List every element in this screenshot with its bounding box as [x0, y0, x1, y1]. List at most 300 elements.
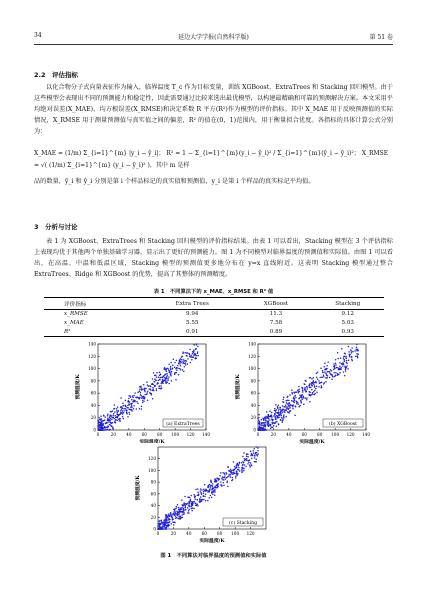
data-point: [246, 453, 248, 455]
data-point: [311, 378, 313, 380]
data-point: [239, 463, 241, 465]
data-point: [196, 355, 198, 357]
y-tick-label: 0: [153, 526, 156, 532]
data-point: [302, 390, 304, 392]
data-point: [184, 496, 186, 498]
data-point: [281, 409, 283, 411]
data-point: [166, 374, 168, 376]
data-point: [354, 350, 356, 352]
data-point: [233, 461, 235, 463]
header-rule: [34, 44, 393, 45]
data-point: [121, 406, 123, 408]
data-point: [181, 511, 183, 513]
data-point: [281, 410, 283, 412]
data-point: [204, 484, 206, 486]
data-point: [189, 349, 191, 351]
data-point: [136, 401, 138, 403]
data-point: [175, 507, 177, 509]
data-point: [266, 429, 268, 431]
data-point: [348, 346, 350, 348]
data-point: [251, 458, 253, 460]
table-row: [44, 328, 384, 337]
data-point: [133, 405, 135, 407]
data-point: [237, 469, 239, 471]
data-point: [211, 491, 213, 493]
data-point: [275, 419, 277, 421]
data-point: [210, 495, 212, 497]
data-point: [195, 357, 197, 359]
data-point: [283, 406, 285, 408]
data-point: [221, 478, 223, 480]
data-point: [250, 450, 252, 452]
data-point: [121, 408, 123, 410]
data-point: [178, 516, 180, 518]
data-point: [312, 393, 314, 395]
data-point: [232, 477, 234, 479]
data-point: [188, 353, 190, 355]
data-point: [196, 344, 198, 346]
data-point: [326, 374, 328, 376]
data-point: [109, 429, 111, 431]
data-point: [210, 485, 212, 487]
data-point: [226, 480, 228, 482]
data-point: [212, 494, 214, 496]
data-point: [316, 385, 318, 387]
data-point: [328, 371, 330, 373]
data-point: [123, 412, 125, 414]
data-point: [166, 373, 168, 375]
data-point: [160, 385, 162, 387]
x-tick-label: 60: [201, 531, 207, 536]
data-point: [178, 514, 180, 516]
data-point: [108, 425, 110, 427]
data-point: [112, 417, 114, 419]
data-point: [298, 398, 300, 400]
data-point: [196, 499, 198, 501]
scatter-panel-extratrees: [70, 340, 210, 450]
data-point: [338, 369, 340, 371]
data-point: [320, 382, 322, 384]
journal-title: 延边大学学报(自然科学版): [178, 34, 249, 41]
data-point: [121, 412, 123, 414]
data-point: [156, 376, 158, 378]
data-point: [255, 461, 257, 463]
data-point: [140, 387, 142, 389]
data-point: [112, 415, 114, 417]
data-point: [263, 423, 265, 425]
data-point: [181, 356, 183, 358]
table-cell: 5.03: [341, 320, 354, 327]
data-point: [343, 364, 345, 366]
data-point: [317, 378, 319, 380]
data-point: [295, 406, 297, 408]
data-point: [119, 420, 121, 422]
x-tick-label: 140: [362, 432, 370, 437]
data-point: [325, 369, 327, 371]
data-point: [200, 490, 202, 492]
data-point: [164, 522, 166, 524]
data-point: [180, 515, 182, 517]
data-point: [344, 365, 346, 367]
page-number: 34: [34, 32, 42, 39]
data-point: [298, 403, 300, 405]
data-point: [143, 384, 145, 386]
data-point: [294, 415, 296, 417]
data-point: [302, 399, 304, 401]
data-point: [112, 427, 114, 429]
data-point: [261, 422, 263, 424]
data-point: [192, 501, 194, 503]
data-point: [234, 466, 236, 468]
data-point: [334, 368, 336, 370]
data-point: [180, 369, 182, 371]
data-point: [97, 423, 99, 425]
data-point: [157, 523, 159, 525]
data-point: [298, 386, 300, 388]
data-point: [172, 519, 174, 521]
data-point: [290, 405, 292, 407]
data-point: [214, 491, 216, 493]
data-point: [197, 488, 199, 490]
data-point: [263, 429, 265, 431]
section-3-body: [34, 236, 393, 280]
data-point: [252, 450, 254, 452]
data-point: [236, 467, 238, 469]
data-point: [164, 526, 166, 528]
data-point: [207, 491, 209, 493]
y-tick-label: 60: [250, 390, 256, 396]
data-point: [190, 500, 192, 502]
data-point: [311, 385, 313, 387]
data-point: [326, 368, 328, 370]
data-point: [187, 507, 189, 509]
data-point: [189, 506, 191, 508]
data-point: [312, 392, 314, 394]
data-point: [131, 403, 133, 405]
data-point: [191, 508, 193, 510]
data-point: [162, 525, 164, 527]
data-point: [296, 403, 298, 405]
data-point: [188, 496, 190, 498]
data-point: [208, 497, 210, 499]
x-tick-label: 40: [186, 531, 192, 536]
data-point: [195, 498, 197, 500]
data-point: [298, 392, 300, 394]
data-point: [197, 505, 199, 507]
data-point: [201, 489, 203, 491]
data-point: [141, 388, 143, 390]
x-tick-label: 120: [346, 432, 355, 437]
data-point: [305, 397, 307, 399]
data-point: [153, 372, 155, 374]
data-point: [217, 483, 219, 485]
data-point: [331, 370, 333, 372]
data-point: [188, 510, 190, 512]
section-2-2-body: [34, 82, 393, 137]
data-point: [164, 520, 166, 522]
data-point: [228, 474, 230, 476]
data-point: [230, 471, 232, 473]
data-point: [241, 468, 243, 470]
data-point: [209, 484, 211, 486]
data-point: [257, 447, 259, 449]
data-point: [174, 514, 176, 516]
x-tick-label: 80: [217, 531, 223, 536]
data-point: [146, 393, 148, 395]
data-point: [351, 356, 353, 358]
data-point: [166, 377, 168, 379]
data-point: [168, 364, 170, 366]
data-point: [139, 408, 141, 410]
data-point: [194, 353, 196, 355]
data-point: [136, 408, 138, 410]
data-point: [144, 390, 146, 392]
data-point: [227, 486, 229, 488]
data-point: [122, 416, 124, 418]
data-point: [129, 413, 131, 415]
data-point: [316, 373, 318, 375]
data-point: [166, 528, 168, 530]
data-point: [281, 417, 283, 419]
data-point: [127, 416, 129, 418]
data-point: [279, 414, 281, 416]
data-point: [302, 394, 304, 396]
data-point: [120, 406, 122, 408]
data-point: [327, 361, 329, 363]
data-point: [108, 429, 110, 431]
data-point: [150, 389, 152, 391]
data-point: [351, 358, 353, 360]
data-point: [262, 418, 264, 420]
data-point: [322, 370, 324, 372]
data-point: [321, 385, 323, 387]
data-point: [336, 367, 338, 369]
data-point: [293, 401, 295, 403]
data-point: [271, 418, 273, 420]
data-point: [139, 389, 141, 391]
data-point: [116, 419, 118, 421]
data-point: [203, 493, 205, 495]
data-point: [170, 372, 172, 374]
x-tick-label: 20: [110, 432, 117, 437]
data-point: [190, 354, 192, 356]
data-point: [159, 527, 161, 529]
data-point: [251, 454, 253, 456]
data-point: [118, 410, 120, 412]
data-point: [267, 423, 269, 425]
x-tick-label: 120: [246, 531, 255, 536]
data-point: [181, 507, 183, 509]
data-point: [107, 419, 109, 421]
y-tick-label: 80: [250, 378, 256, 384]
data-point: [173, 359, 175, 361]
data-point: [239, 470, 241, 472]
table-cell: 0.91: [144, 328, 240, 337]
data-point: [168, 523, 170, 525]
data-point: [268, 414, 270, 416]
data-point: [193, 508, 195, 510]
data-point: [278, 417, 280, 419]
data-point: [243, 462, 245, 464]
data-point: [265, 426, 267, 428]
data-point: [250, 464, 252, 466]
data-point: [158, 380, 160, 382]
data-point: [285, 400, 287, 402]
data-point: [178, 374, 180, 376]
data-point: [133, 395, 135, 397]
data-point: [142, 400, 144, 402]
section-title-2-2: 2.2 评估指标: [34, 71, 79, 79]
data-point: [329, 372, 331, 374]
data-point: [165, 373, 167, 375]
data-point: [220, 481, 222, 483]
data-point: [279, 412, 281, 414]
y-tick-label: 60: [90, 390, 96, 396]
data-point: [271, 412, 273, 414]
data-point: [265, 419, 267, 421]
data-point: [177, 517, 179, 519]
data-point: [357, 355, 359, 357]
data-point: [318, 386, 320, 388]
data-point: [168, 368, 170, 370]
data-point: [141, 406, 143, 408]
data-point: [174, 511, 176, 513]
data-point: [270, 425, 272, 427]
data-point: [338, 374, 340, 376]
data-point: [165, 514, 167, 516]
data-point: [205, 493, 207, 495]
data-point: [253, 452, 255, 454]
data-point: [343, 357, 345, 359]
data-point: [185, 364, 187, 366]
data-point: [303, 383, 305, 385]
data-point: [185, 507, 187, 509]
data-point: [161, 520, 163, 522]
data-point: [313, 391, 315, 393]
data-point: [299, 395, 301, 397]
data-point: [335, 364, 337, 366]
data-point: [343, 371, 345, 373]
data-point: [142, 389, 144, 391]
data-point: [235, 475, 237, 477]
data-point: [169, 519, 171, 521]
data-point: [249, 466, 251, 468]
y-tick-label: 100: [248, 366, 256, 372]
data-point: [156, 372, 158, 374]
data-point: [125, 400, 127, 402]
data-point: [194, 501, 196, 503]
data-point: [170, 367, 172, 369]
data-point: [269, 419, 271, 421]
data-point: [168, 370, 170, 372]
data-point: [176, 506, 178, 508]
data-point: [224, 473, 226, 475]
data-point: [147, 390, 149, 392]
formula-rmse: X_RMSE = √( (1/m) Σ_{i=1}^{m} (y_i − ŷ_i)² )，其中 m 是样: [34, 150, 389, 169]
data-point: [279, 408, 281, 410]
data-point: [256, 452, 258, 454]
data-point: [182, 369, 184, 371]
data-point: [182, 361, 184, 363]
data-point: [351, 352, 353, 354]
scatter-panel-xgboost: [230, 340, 370, 450]
data-point: [285, 416, 287, 418]
data-point: [230, 476, 232, 478]
data-point: [100, 415, 102, 417]
data-point: [174, 521, 176, 523]
data-point: [332, 376, 334, 378]
data-point: [173, 524, 175, 526]
data-point: [159, 528, 161, 530]
data-point: [245, 466, 247, 468]
data-point: [326, 365, 328, 367]
data-point: [129, 404, 131, 406]
data-point: [300, 397, 302, 399]
data-point: [152, 378, 154, 380]
data-point: [254, 457, 256, 459]
data-point: [191, 359, 193, 361]
data-point: [220, 472, 222, 474]
data-point: [146, 392, 148, 394]
data-point: [102, 423, 104, 425]
data-point: [128, 400, 130, 402]
data-point: [257, 429, 259, 431]
data-point: [201, 499, 203, 501]
data-point: [273, 425, 275, 427]
data-point: [126, 412, 128, 414]
data-point: [288, 400, 290, 402]
data-point: [338, 368, 340, 370]
data-point: [200, 492, 202, 494]
data-point: [122, 403, 124, 405]
data-point: [232, 479, 234, 481]
data-point: [168, 513, 170, 515]
data-point: [170, 366, 172, 368]
data-point: [246, 458, 248, 460]
data-point: [167, 378, 169, 380]
data-point: [114, 415, 116, 417]
scatter-panel-stacking: [130, 443, 270, 549]
data-point: [269, 416, 271, 418]
data-point: [339, 366, 341, 368]
data-point: [222, 477, 224, 479]
data-point: [198, 495, 200, 497]
formula-mae: X_MAE = (1/m) Σ_{i=1}^{m} |y_i − ŷ_i|；: [34, 150, 165, 157]
data-point: [260, 429, 262, 431]
data-point: [180, 365, 182, 367]
data-point: [295, 395, 297, 397]
data-point: [177, 515, 179, 517]
data-point: [298, 406, 300, 408]
data-point: [194, 497, 196, 499]
data-point: [255, 446, 257, 448]
data-point: [280, 419, 282, 421]
data-point: [134, 401, 136, 403]
data-point: [161, 387, 163, 389]
data-point: [272, 427, 274, 429]
data-point: [170, 513, 172, 515]
x-tick-label: 100: [331, 432, 340, 437]
panel-label: (b) XGBoost: [328, 422, 358, 427]
data-point: [190, 362, 192, 364]
data-point: [161, 381, 163, 383]
data-point: [230, 474, 232, 476]
data-point: [187, 363, 189, 365]
data-point: [347, 368, 349, 370]
data-point: [184, 363, 186, 365]
data-point: [150, 386, 152, 388]
data-point: [310, 394, 312, 396]
